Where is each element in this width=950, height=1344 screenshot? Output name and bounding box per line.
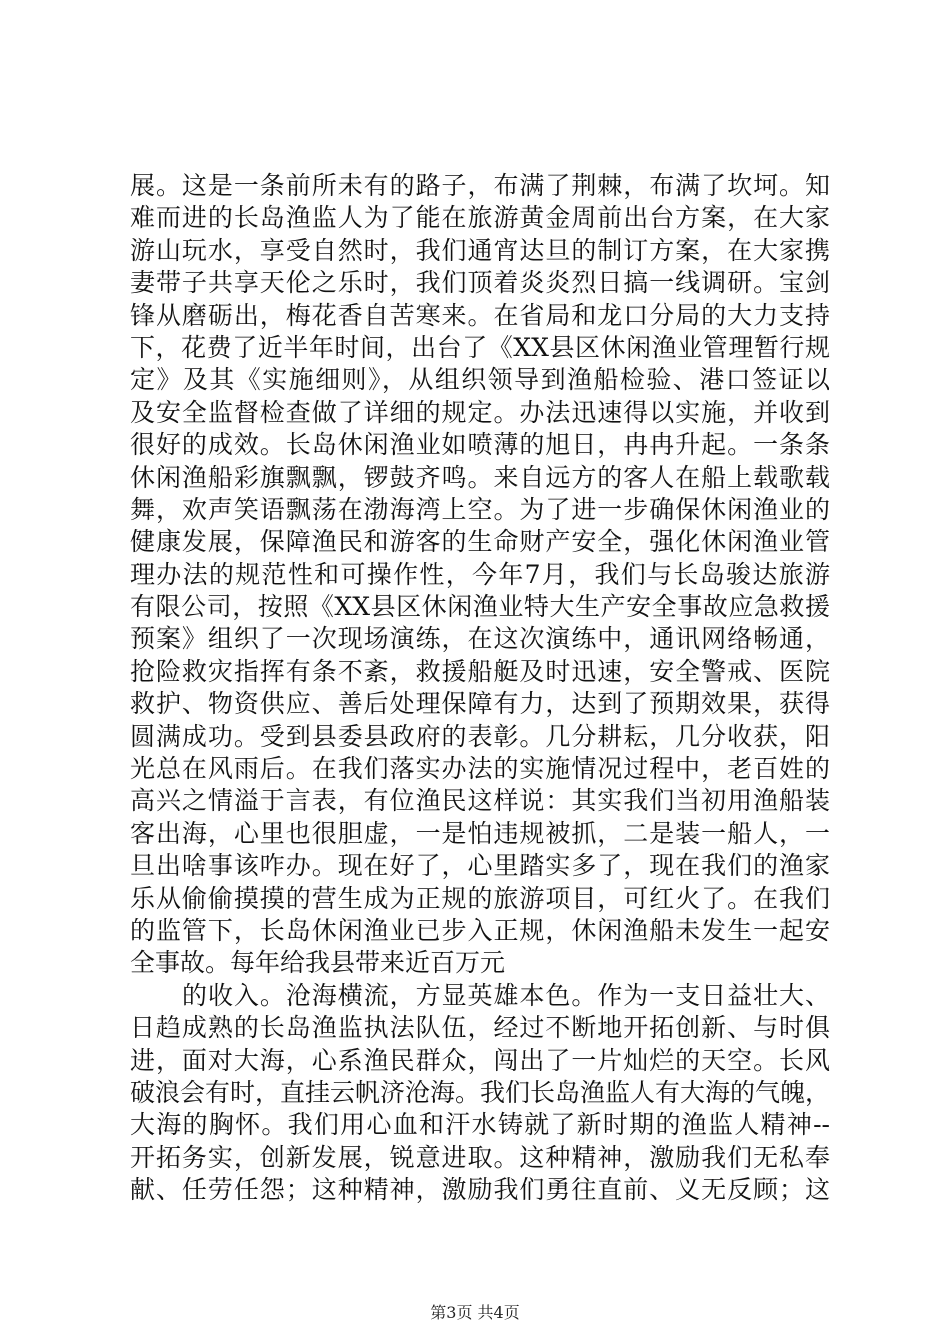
text-line: 高兴之情溢于言表，有位渔民这样说：其实我们当初用渔船装 <box>130 786 830 816</box>
text-line: 锋从磨砺出，梅花香自苦寒来。在省局和龙口分局的大力支持 <box>130 300 830 330</box>
text-line: 旦出啥事该咋办。现在好了，心里踏实多了，现在我们的渔家 <box>130 851 830 881</box>
text-line: 救护、物资供应、善后处理保障有力，达到了预期效果，获得 <box>130 689 830 719</box>
text-line: 破浪会有时，直挂云帆济沧海。我们长岛渔监人有大海的气魄， <box>130 1077 831 1107</box>
text-line: 全事故。每年给我县带来近百万元 <box>130 948 506 978</box>
text-line: 下，花费了近半年时间，出台了《XX县区休闲渔业管理暂行规 <box>130 332 830 362</box>
text-line: 的收入。沧海横流，方显英雄本色。作为一支日益壮大、 <box>182 980 830 1010</box>
text-line: 献、任劳任怨；这种精神，激励我们勇往直前、义无反顾；这 <box>130 1175 830 1205</box>
text-line: 游山玩水，享受自然时，我们通宵达旦的制订方案，在大家携 <box>130 235 830 265</box>
text-line: 健康发展，保障渔民和游客的生命财产安全，强化休闲渔业管 <box>130 527 830 557</box>
text-line: 预案》组织了一次现场演练，在这次演练中，通讯网络畅通， <box>130 624 830 654</box>
text-line: 有限公司，按照《XX县区休闲渔业特大生产安全事故应急救援 <box>130 592 830 622</box>
text-line: 难而进的长岛渔监人为了能在旅游黄金周前出台方案，在大家 <box>130 203 830 233</box>
text-line: 抢险救灾指挥有条不紊，救援船艇及时迅速，安全警戒、医院 <box>130 656 830 686</box>
text-line: 休闲渔船彩旗飘飘，锣鼓齐鸣。来自远方的客人在船上载歌载 <box>130 462 830 492</box>
text-line: 乐从偷偷摸摸的营生成为正规的旅游项目，可红火了。在我们 <box>130 883 830 913</box>
text-line: 理办法的规范性和可操作性，今年7月，我们与长岛骏达旅游 <box>130 559 830 589</box>
text-line: 定》及其《实施细则》，从组织领导到渔船检验、港口签证以 <box>130 365 830 395</box>
text-line: 妻带子共享天伦之乐时，我们顶着炎炎烈日搞一线调研。宝剑 <box>130 268 830 298</box>
text-line: 及安全监督检查做了详细的规定。办法迅速得以实施，并收到 <box>130 397 830 427</box>
text-line: 进，面对大海，心系渔民群众，闯出了一片灿烂的天空。长风 <box>130 1045 830 1075</box>
page-number-footer: 第3页 共4页 <box>430 1303 520 1322</box>
text-line: 圆满成功。受到县委县政府的表彰。几分耕耘，几分收获，阳 <box>130 721 830 751</box>
text-line: 客出海，心里也很胆虚，一是怕违规被抓，二是装一船人，一 <box>130 818 830 848</box>
document-body <box>130 170 830 1207</box>
text-line: 展。这是一条前所未有的路子，布满了荆棘，布满了坎坷。知 <box>130 171 830 200</box>
text-line: 的监管下，长岛休闲渔业已步入正规，休闲渔船未发生一起安 <box>130 915 830 945</box>
text-line: 很好的成效。长岛休闲渔业如喷薄的旭日，冉冉升起。一条条 <box>130 430 830 460</box>
text-line: 日趋成熟的长岛渔监执法队伍，经过不断地开拓创新、与时俱 <box>130 1013 830 1043</box>
text-line: 开拓务实，创新发展，锐意进取。这种精神，激励我们无私奉 <box>130 1142 830 1172</box>
text-line: 大海的胸怀。我们用心血和汗水铸就了新时期的渔监人精神-- <box>130 1110 830 1140</box>
text-line: 光总在风雨后。在我们落实办法的实施情况过程中，老百姓的 <box>130 754 830 784</box>
text-line: 舞，欢声笑语飘荡在渤海湾上空。为了进一步确保休闲渔业的 <box>130 494 830 524</box>
